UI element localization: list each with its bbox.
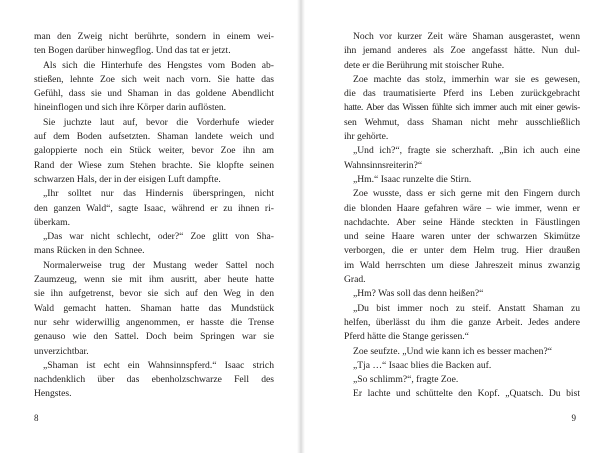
left-page-text (34, 30, 274, 402)
right-page-text (344, 30, 580, 402)
text-line: genauso wie den Sattel. Doch beim Springen war sie (34, 331, 274, 343)
text-line: Zoe wusste, dass er sich gerne mit den Fingern durch (353, 188, 580, 200)
text-line: „Hm? Was soll das denn heißen?“ (353, 288, 484, 300)
text-line: im Wald herrschten um diese Jahreszeit minus zwanzig (344, 259, 580, 271)
text-line: und seine Haare waren unter der schwarzen Skimütze (344, 231, 580, 243)
page-number-left: 8 (34, 413, 39, 423)
text-line: Sie juchzte laut auf, bevor die Vorderhufe wieder (43, 116, 274, 128)
text-line: auf dem Boden aufsetzten. Shaman landete weich und (34, 131, 274, 143)
text-line: „Hm.“ Isaac runzelte die Stirn. (353, 173, 472, 185)
text-line: man den Zweig nicht berührte, sondern in einem wei- (34, 31, 274, 42)
text-line: „Du bist immer noch zu steif. Anstatt Shaman zu (353, 302, 580, 314)
text-line: die blonden Haare gefahren wäre – wie immer, wenn er (344, 202, 580, 214)
text-line: ihn jemand anderes als Zoe angefasst hätte. Nun dul- (344, 45, 580, 57)
text-line: die das traumatisierte Pferd ins Leben zurückgebracht (344, 88, 580, 100)
text-line: nur sehr widerwillig angenommen, er hasste die Trense (34, 316, 274, 328)
text-line: mans Rücken in den Schnee. (34, 245, 145, 257)
text-line: Gefühl, dass sie und Shaman in das goldene Abendlicht (34, 88, 274, 100)
text-line: Wald gemacht hatten. Shaman hatte das Mundstück (34, 302, 274, 314)
text-line: stießen, lehnte Zoe sich weit nach vorn. Sie hatte das (34, 73, 274, 85)
text-line: „Das war nicht schlecht, oder?“ Zoe glitt von Sha- (43, 231, 274, 243)
text-line: „Ihr solltet nur das Hindernis überspringen, nicht (43, 188, 274, 200)
text-line: Wahnsinnsreiterin?“ (344, 159, 423, 171)
text-line: schwarzen Hals, der in der eisigen Luft dampfte. (34, 173, 221, 185)
text-line: Zoe machte das stolz, immerhin war sie es gewesen, (353, 73, 580, 85)
text-line: unverzichtbar. (34, 345, 89, 357)
text-line: sen Wehmut, dass Shaman nicht mehr ausschließlich (344, 116, 580, 128)
text-line: den ganzen Wald“, sagte Isaac, während er zu ihnen ri- (34, 202, 274, 214)
text-line: nachdachte. Aber seine Hände steckten in Fäustlingen (344, 216, 580, 228)
text-line: ten Bogen darüber hinwegflog. Und das tat er jetzt. (34, 45, 231, 57)
text-line: Noch vor kurzer Zeit wäre Shaman ausgerastet, wenn (353, 31, 580, 42)
text-line: Rand der Wiese zum Stehen brachte. Sie klopfte seinen (34, 159, 274, 171)
right-page (300, 0, 600, 453)
text-line: „Shaman ist echt ein Wahnsinnspferd.“ Isaac strich (43, 359, 274, 371)
text-line: Pferd hätte die Stange gerissen.“ (344, 331, 469, 343)
text-line: „Tja …“ Isaac blies die Backen auf. (353, 359, 492, 371)
text-line: Grad. (344, 274, 366, 286)
text-line: nachdenklich über das ebenholzschwarze Fell des (34, 374, 274, 386)
text-line: dete er die Berührung mit stoischer Ruhe. (344, 59, 505, 71)
text-line: „So schlimm?“, fragte Zoe. (353, 374, 459, 386)
text-line: Normalerweise trug der Mustang weder Sattel noch (43, 259, 274, 271)
text-line: Er lachte und schüttelte den Kopf. „Quatsch. Du bist (353, 388, 580, 400)
text-line: Zaumzeug, wenn sie mit ihm ausritt, aber heute hatte (34, 274, 274, 286)
text-line: Zoe seufzte. „Und wie kann ich es besser machen?“ (353, 345, 552, 357)
text-line: helfen, überlässt du ihm die ganze Arbeit. Jedes andere (344, 316, 580, 328)
text-line: überkam. (34, 216, 70, 228)
page-number-right: 9 (571, 413, 576, 423)
text-line: hineinflogen und sich ihre Körper darin auflösten. (34, 102, 227, 114)
text-line: Hengstes. (34, 388, 72, 400)
text-line: „Und ich?“, fragte sie scherzhaft. „Bin ich auch eine (353, 145, 580, 157)
text-line: Als sich die Hinterhufe des Hengstes vom Boden ab- (43, 59, 274, 71)
text-line: hatte. Aber das Wissen fühlte sich immer auch mit einer gewis- (344, 102, 580, 114)
text-line: ihr gehörte. (344, 131, 389, 143)
text-line: sie ihn aufgetrenst, bevor sie sich auf den Weg in den (34, 288, 274, 300)
text-line: galoppierte noch ein Stück weiter, bevor Zoe ihn am (34, 145, 274, 157)
text-line: verborgen, die er unter dem Helm trug. Hier draußen (344, 245, 580, 257)
